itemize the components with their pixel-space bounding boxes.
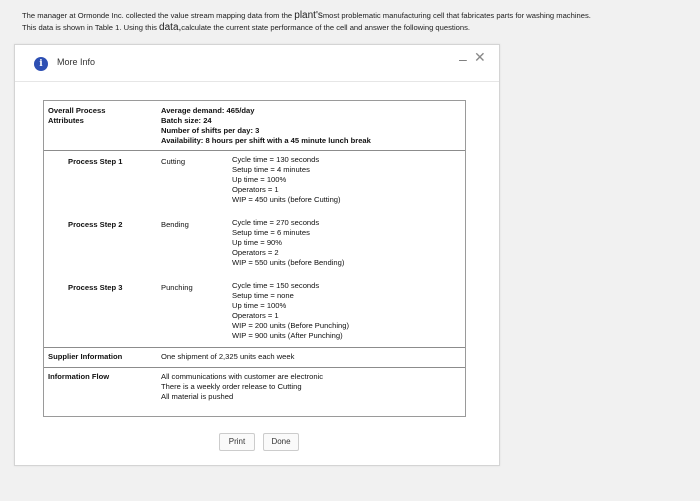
step-detail: Cycle time = 150 seconds (232, 281, 320, 290)
step-detail: WIP = 550 units (before Bending) (232, 258, 345, 267)
question-emph-2: data, (159, 22, 182, 33)
step-detail: Setup time = 6 minutes (232, 228, 310, 237)
step-detail: WIP = 200 units (Before Punching) (232, 321, 349, 330)
step-detail: WIP = 450 units (before Cutting) (232, 195, 341, 204)
step-detail: Operators = 2 (232, 248, 279, 257)
overall-attr: Average demand: 465/day (161, 106, 255, 115)
row-divider (44, 367, 465, 368)
data-table (43, 100, 466, 417)
step-detail: Operators = 1 (232, 311, 279, 320)
step-detail: Setup time = none (232, 291, 294, 300)
row-divider (44, 347, 465, 348)
step-label: Process Step 2 (68, 220, 123, 229)
info-flow-line: All material is pushed (161, 392, 234, 401)
step-detail: Up time = 90% (232, 238, 283, 247)
supplier-value: One shipment of 2,325 units each week (161, 352, 295, 361)
question-emph-1: plant's (294, 10, 323, 21)
step-detail: Up time = 100% (232, 301, 287, 310)
question-line-2: This data is shown in Table 1. Using this data,calculate the current state performance of the cell and answer the following questions. (22, 22, 471, 33)
overall-attr: Availability: 8 hours per shift with a 45 minute lunch break (161, 136, 371, 145)
overall-label-line-1: Overall Process (48, 106, 106, 115)
overall-label-line-2: Attributes (48, 116, 84, 125)
step-label: Process Step 1 (68, 157, 123, 166)
step-detail: Cycle time = 270 seconds (232, 218, 320, 227)
step-name: Bending (161, 220, 189, 229)
step-detail: Setup time = 4 minutes (232, 165, 310, 174)
supplier-label: Supplier Information (48, 352, 123, 361)
row-divider (44, 150, 465, 151)
table-row-overall (44, 106, 465, 154)
info-icon: i (34, 57, 48, 71)
info-flow-line: There is a weekly order release to Cutting (161, 382, 302, 391)
step-name: Cutting (161, 157, 186, 166)
minimize-icon[interactable]: – (459, 51, 467, 67)
done-button[interactable]: Done (263, 433, 299, 451)
print-button[interactable]: Print (219, 433, 255, 451)
more-info-dialog (14, 44, 500, 466)
step-detail: Operators = 1 (232, 185, 279, 194)
info-flow-label: Information Flow (48, 372, 110, 381)
step-detail: Up time = 100% (232, 175, 287, 184)
step-label: Process Step 3 (68, 283, 123, 292)
step-name: Punching (161, 283, 193, 292)
info-flow-line: All communications with customer are electronic (161, 372, 324, 381)
step-detail: WIP = 900 units (After Punching) (232, 331, 343, 340)
overall-attr: Batch size: 24 (161, 116, 212, 125)
question-line-1: The manager at Ormonde Inc. collected the value stream mapping data from the plant'smost problematic manufacturing cell that fabricates parts for washing machines. (22, 10, 591, 21)
question-text (22, 10, 694, 34)
overall-attr: Number of shifts per day: 3 (161, 126, 260, 135)
close-icon[interactable]: ✕ (474, 49, 486, 65)
dialog-title: More Info (57, 57, 96, 67)
step-detail: Cycle time = 130 seconds (232, 155, 320, 164)
dialog-header (15, 45, 499, 82)
